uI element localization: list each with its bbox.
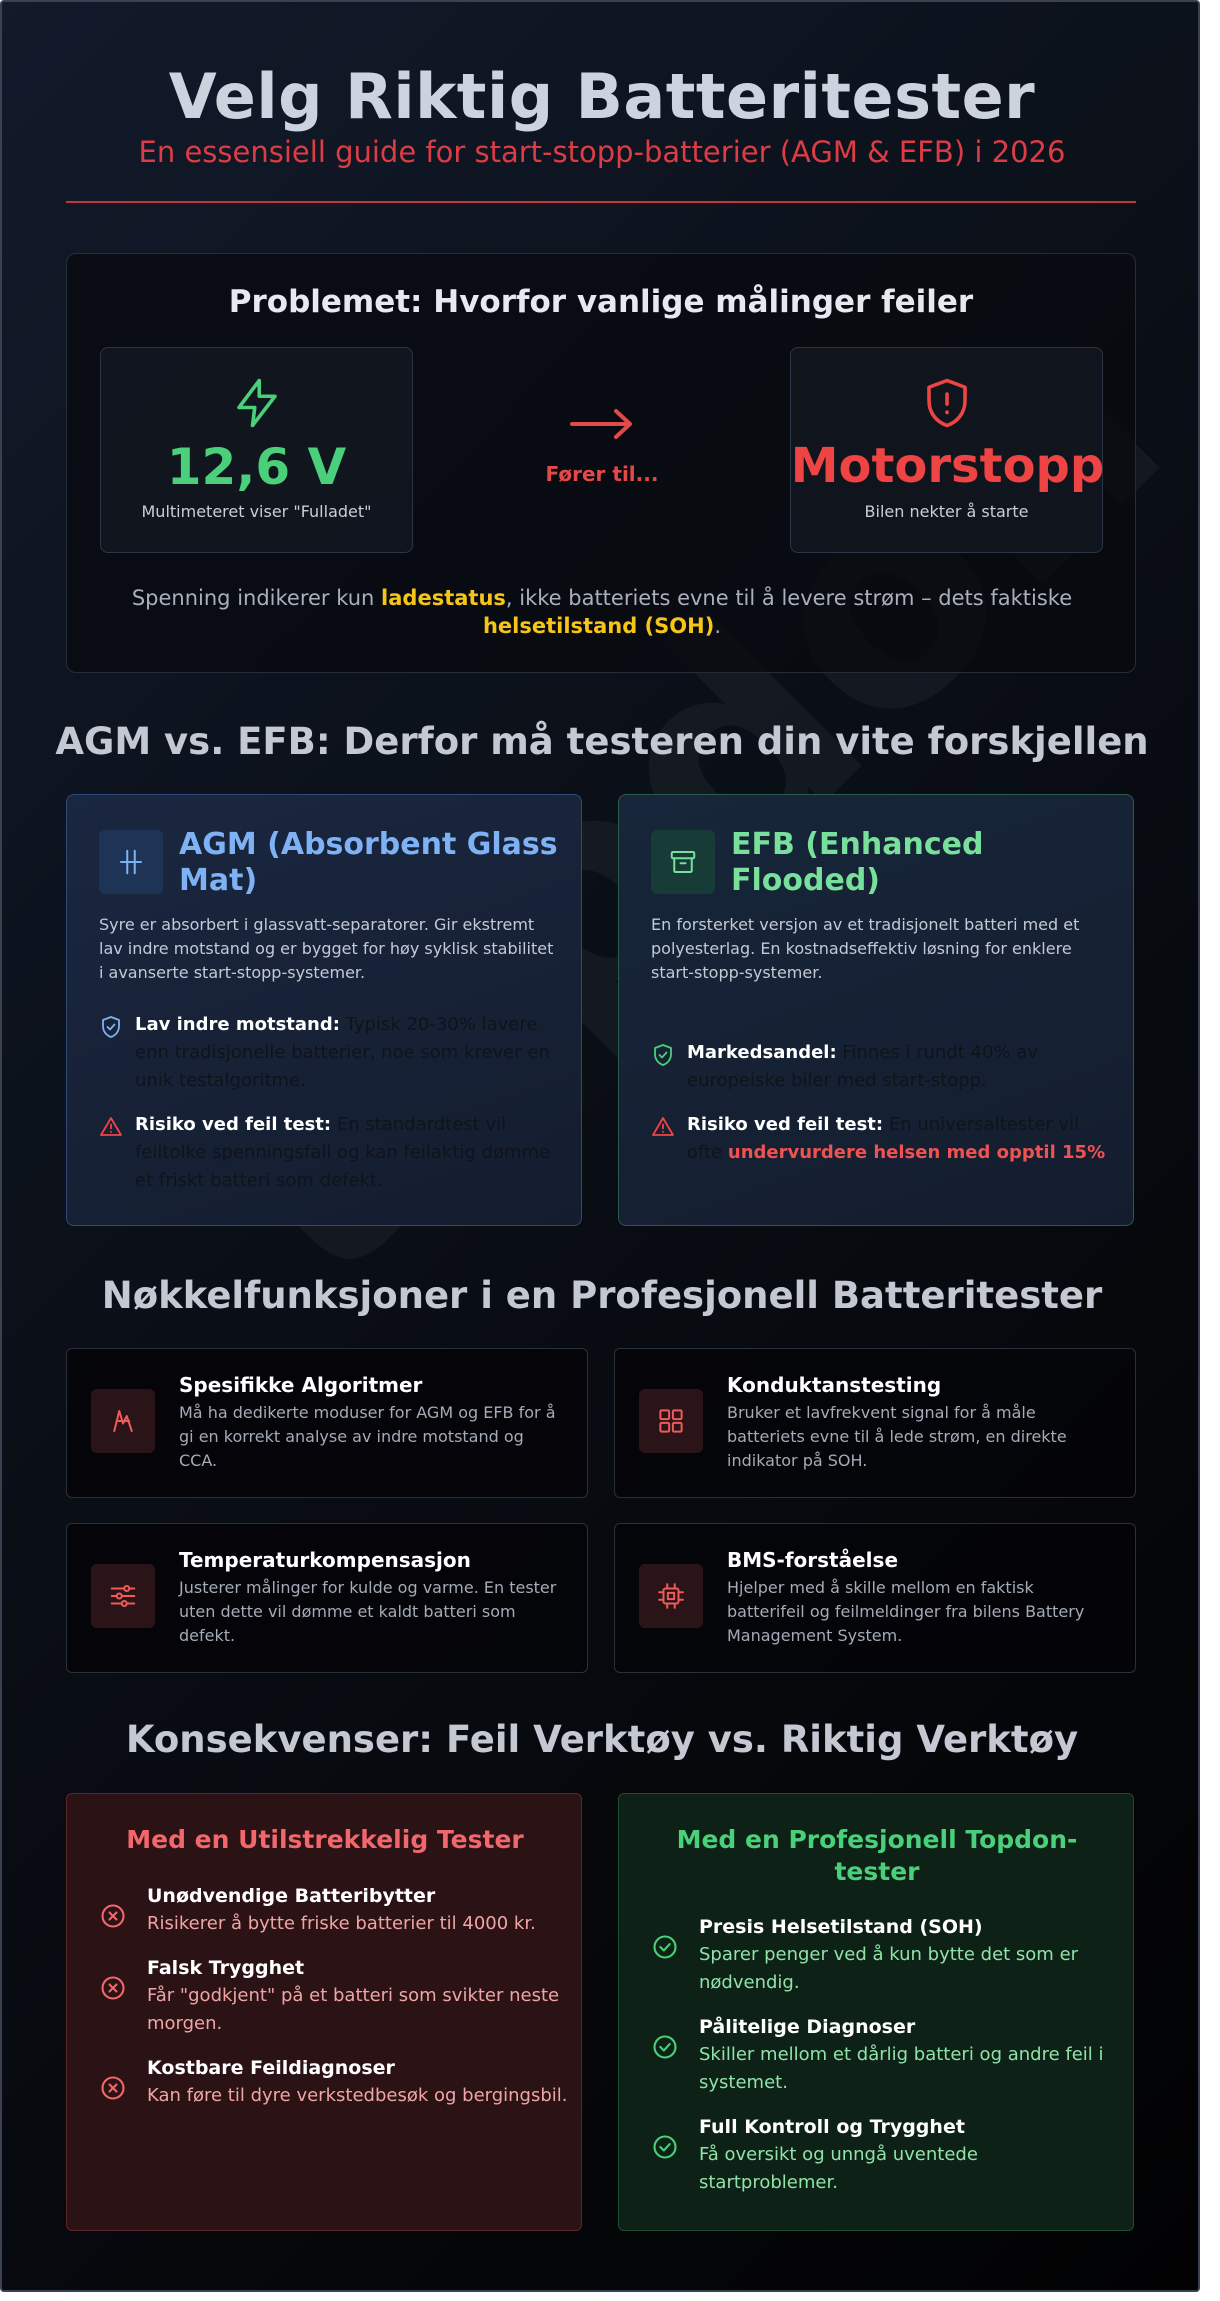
voltage-caption: Multimeteret viser "Fulladet" <box>141 502 372 521</box>
agm-bullet-risk <box>99 1111 559 1195</box>
note-text: . <box>714 614 721 638</box>
feature-card <box>66 1523 588 1673</box>
good-tester-title: Med en Profesjonell Topdon-tester <box>676 1825 1078 1886</box>
consequence-item <box>99 1884 569 1938</box>
efb-description: En forsterket versjon av et tradisjonelt batteri med et polyesterlag. En kostnadseffektiv løsning for enklere start-stopp-systemer. <box>651 915 1080 982</box>
x-circle-icon <box>99 2074 127 2102</box>
feature-icon-box <box>91 1564 155 1628</box>
warning-icon <box>99 1115 123 1139</box>
bullet-heading: Lav indre motstand: <box>135 1014 340 1035</box>
agm-bullet-resistance <box>99 1011 559 1095</box>
consequence-item <box>99 2056 569 2110</box>
feature-icon-box <box>91 1389 155 1453</box>
feature-description: Justerer målinger for kulde og varme. En tester uten dette vil dømme et kaldt batteri som defekt. <box>179 1578 557 1645</box>
arrow-right-icon <box>566 404 638 444</box>
consequence-desc: Får "godkjent" på et batteri som svikter neste morgen. <box>147 1985 560 2034</box>
efb-icon-box <box>651 830 715 894</box>
benefit-item <box>651 2115 1121 2197</box>
consequence-title: Falsk Trygghet <box>147 1957 305 1979</box>
grid-icon <box>656 1406 686 1436</box>
note-text: Spenning indikerer kun <box>131 586 382 610</box>
efb-bullet-market <box>651 1039 1111 1095</box>
archive-icon <box>668 847 698 877</box>
bullet-text: Finnes i rundt 40% av europeiske biler med start-stopp. <box>687 1042 1038 1091</box>
benefit-title: Full Kontroll og Trygghet <box>699 2116 965 2138</box>
feature-title: Konduktanstesting <box>727 1373 942 1397</box>
voltage-card <box>100 347 413 553</box>
check-circle-icon <box>651 2033 679 2061</box>
consequence-desc: Kan føre til dyre verkstedbesøk og bergingsbil. <box>147 2085 568 2106</box>
sliders-icon <box>108 1581 138 1611</box>
warning-icon <box>651 1115 675 1139</box>
agm-description: Syre er absorbert i glassvatt-separatorer. Gir ekstremt lav indre motstand og er bygget for høy syklisk stabilitet i avanserte start-stopp-systemer. <box>99 915 554 982</box>
good-tester-card <box>618 1793 1134 2231</box>
check-circle-icon <box>651 1933 679 1961</box>
feature-description: Må ha dedikerte moduser for AGM og EFB for å gi en korrekt analyse av indre motstand og CCA. <box>179 1403 556 1470</box>
bullet-text: Typisk 20-30% lavere enn tradisjonelle batterier, noe som krever en unik testalgoritme. <box>135 1014 550 1091</box>
leads-to-indicator <box>537 404 667 486</box>
page-subtitle: En essensiell guide for start-stopp-batterier (AGM & EFB) i 2026 <box>138 135 1066 169</box>
note-highlight-soh: helsetilstand (SOH) <box>482 614 715 638</box>
problem-title: Problemet: Hvorfor vanlige målinger feiler <box>228 284 974 320</box>
feature-title: Spesifikke Algoritmer <box>179 1373 423 1397</box>
consequence-item <box>99 1956 569 2038</box>
shield-check-icon <box>651 1043 675 1067</box>
agm-icon-box <box>99 830 163 894</box>
benefit-desc: Skiller mellom et dårlig batteri og andre feil i systemet. <box>699 2044 1104 2093</box>
feature-card <box>614 1523 1136 1673</box>
consequence-title: Unødvendige Batteribytter <box>147 1885 436 1907</box>
voltage-value: 12,6 V <box>166 438 347 496</box>
note-highlight-charge: ladestatus <box>381 586 506 610</box>
engine-stop-caption: Bilen nekter å starte <box>864 502 1029 521</box>
feature-card <box>66 1348 588 1498</box>
shield-alert-icon <box>920 374 974 432</box>
chip-icon <box>656 1581 686 1611</box>
feature-description: Hjelper med å skille mellom en faktisk batterifeil og feilmeldinger fra bilens Battery Management System. <box>727 1578 1085 1645</box>
feature-icon-box <box>639 1564 703 1628</box>
engine-stop-card <box>790 347 1103 553</box>
benefit-item <box>651 2015 1121 2097</box>
note-text: , ikke batteriets evne til å levere strøm – dets faktiske <box>505 586 1073 610</box>
feature-title: BMS-forståelse <box>727 1548 899 1572</box>
benefit-title: Presis Helsetilstand (SOH) <box>699 1916 983 1938</box>
bad-tester-title: Med en Utilstrekkelig Tester <box>126 1825 524 1854</box>
algorithm-icon <box>108 1406 138 1436</box>
bullet-heading: Risiko ved feil test: <box>687 1114 884 1135</box>
bullet-heading: Risiko ved feil test: <box>135 1114 332 1135</box>
feature-title: Temperaturkompensasjon <box>179 1548 471 1572</box>
benefit-title: Pålitelige Diagnoser <box>699 2016 916 2038</box>
efb-title: EFB (Enhanced Flooded) <box>731 827 984 898</box>
consequence-desc: Risikerer å bytte friske batterier til 4000 kr. <box>147 1913 536 1934</box>
bad-tester-card <box>66 1793 582 2231</box>
benefit-desc: Få oversikt og unngå uventede startproblemer. <box>699 2144 978 2193</box>
header-divider <box>66 201 1136 203</box>
problem-section <box>66 253 1136 673</box>
efb-bullet-risk <box>651 1111 1111 1167</box>
bullet-text: En universaltester vil ofte <box>687 1114 1080 1163</box>
x-circle-icon <box>99 1902 127 1930</box>
consequence-title: Kostbare Feildiagnoser <box>147 2057 395 2079</box>
comparison-title: AGM vs. EFB: Derfor må testeren din vite forskjellen <box>55 720 1149 763</box>
leads-to-label: Fører til... <box>545 462 659 486</box>
consequences-title: Konsekvenser: Feil Verktøy vs. Riktig Verktøy <box>125 1718 1079 1761</box>
bullet-text: En standardtest vil feiltolke spenningsfall og kan feilaktig dømme et friskt batteri som defekt. <box>135 1114 551 1191</box>
hash-icon <box>116 847 146 877</box>
benefit-item <box>651 1915 1121 1997</box>
feature-description: Bruker et lavfrekvent signal for å måle batteriets evne til å lede strøm, en direkte indikator på SOH. <box>727 1403 1067 1470</box>
page-header <box>2 60 1200 169</box>
agm-title: AGM (Absorbent Glass Mat) <box>179 827 558 898</box>
engine-stop-value: Motorstopp <box>790 438 1105 494</box>
features-title: Nøkkelfunksjoner i en Profesjonell Batteritester <box>101 1274 1103 1317</box>
lightning-icon <box>230 374 284 432</box>
x-circle-icon <box>99 1974 127 2002</box>
bullet-highlight: undervurdere helsen med opptil 15% <box>727 1142 1106 1163</box>
efb-card <box>618 794 1134 1226</box>
problem-note <box>127 584 1077 640</box>
benefit-desc: Sparer penger ved å kun bytte det som er nødvendig. <box>699 1944 1079 1993</box>
page-title: Velg Riktig Batteritester <box>168 60 1036 133</box>
agm-card <box>66 794 582 1226</box>
check-circle-icon <box>651 2133 679 2161</box>
bullet-heading: Markedsandel: <box>687 1042 837 1063</box>
shield-check-icon <box>99 1015 123 1039</box>
feature-card <box>614 1348 1136 1498</box>
feature-icon-box <box>639 1389 703 1453</box>
